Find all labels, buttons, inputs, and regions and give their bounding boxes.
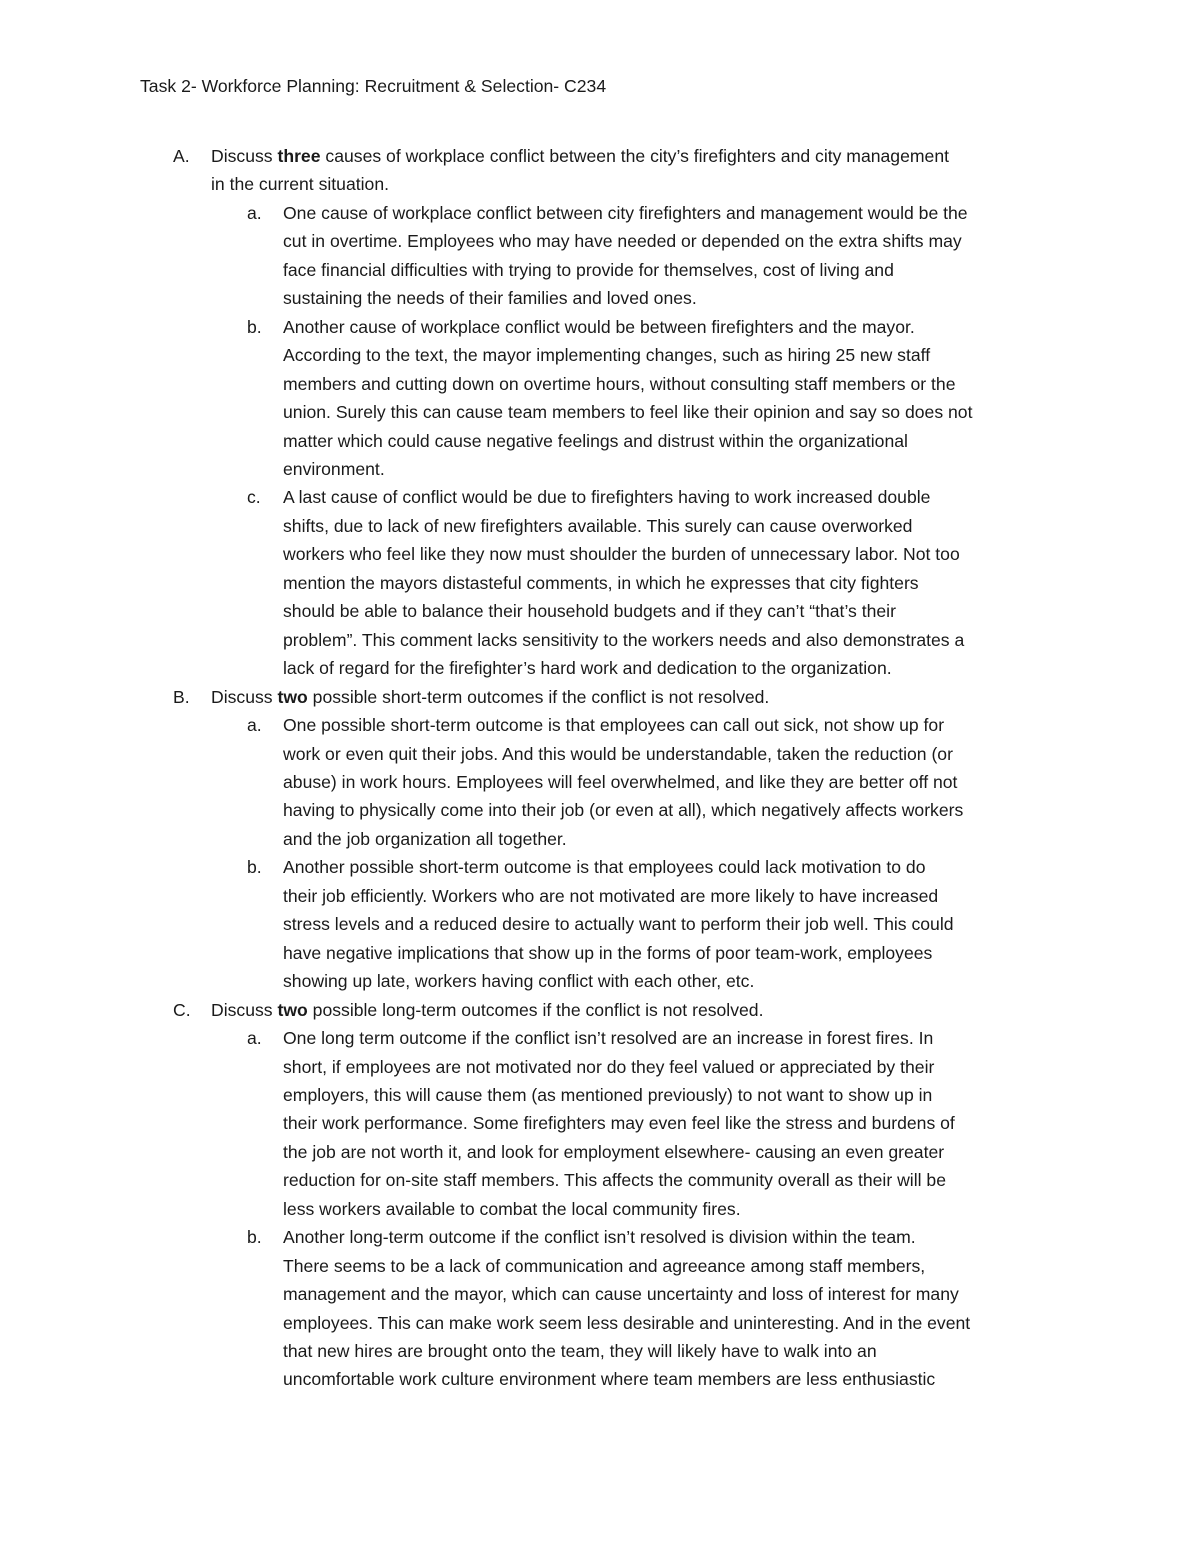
answer-line: less workers available to combat the local community fires. (283, 1198, 741, 1219)
answer-item (0, 483, 1200, 682)
answer-line: problem”. This comment lacks sensitivity to the workers needs and also demonstrates a (283, 629, 965, 650)
question-emphasis: three (277, 146, 321, 166)
answer-line: cut in overtime. Employees who may have needed or depended on the extra shifts may (283, 231, 962, 252)
question-line (211, 170, 1071, 198)
section-question (211, 142, 1071, 199)
answer-line: the job are not worth it, and look for employment elsewhere- causing an even greater (283, 1141, 945, 1162)
answer-line: lack of regard for the firefighter’s hard work and dedication to the organization. (283, 658, 892, 679)
page-title: Task 2- Workforce Planning: Recruitment & Selection- C234 (140, 76, 607, 96)
question-lead: Discuss (211, 999, 278, 1020)
answer-text (283, 313, 1063, 484)
answer-line: Another possible short-term outcome is that employees could lack motivation to do (283, 857, 926, 878)
answer-line: A last cause of conflict would be due to firefighters having to work increased double (283, 487, 931, 508)
section-question (211, 996, 1071, 1024)
answer-line: One possible short-term outcome is that employees can call out sick, not show up for (283, 715, 945, 736)
document-body (0, 142, 1200, 1394)
answer-text (283, 1223, 1063, 1394)
section-marker: C. (173, 999, 191, 1020)
answer-text (283, 1024, 1063, 1223)
answer-line: stress levels and a reduced desire to actually want to perform their job well. This could (283, 914, 954, 935)
answer-line: face financial difficulties with trying to provide for themselves, cost of living and (283, 259, 894, 280)
section-c (0, 996, 1200, 1394)
answer-text (283, 483, 1063, 682)
question-emphasis: two (277, 686, 308, 707)
question-emphasis: two (277, 999, 308, 1020)
answer-line: reduction for on-site staff members. This affects the community overall as their will be (283, 1170, 946, 1191)
answer-line: uncomfortable work culture environment where team members are less enthusiastic (283, 1369, 936, 1390)
answer-marker: a. (247, 1028, 262, 1049)
answer-item (0, 1223, 1200, 1394)
answer-marker: c. (247, 487, 261, 508)
answer-item (0, 1024, 1200, 1223)
answer-line: members and cutting down on overtime hours, without consulting staff members or the (283, 373, 956, 394)
answer-line: One cause of workplace conflict between city firefighters and management would be the (283, 202, 968, 223)
answer-line: management and the mayor, which can cause uncertainty and loss of interest for many (283, 1284, 959, 1305)
answer-line: have negative implications that show up in the forms of poor team-work, employees (283, 942, 933, 963)
answer-line: employers, this will cause them (as mentioned previously) to not want to show up in (283, 1084, 933, 1105)
answer-line: employees. This can make work seem less desirable and uninteresting. And in the event (283, 1312, 971, 1333)
answer-line: work or even quit their jobs. And this would be understandable, taken the reduction (or (283, 743, 953, 764)
answer-marker: a. (247, 715, 262, 736)
answer-marker: b. (247, 316, 262, 337)
section-marker: B. (173, 686, 190, 707)
answer-line: sustaining the needs of their families and loved ones. (283, 288, 697, 309)
section-question (211, 683, 1071, 711)
answer-text (283, 199, 1063, 313)
answer-line: short, if employees are not motivated nor do they feel valued or appreciated by their (283, 1056, 935, 1077)
question-text: possible long-term outcomes if the conflict is not resolved. (307, 999, 764, 1020)
answer-line: their work performance. Some firefighters may even feel like the stress and burdens of (283, 1113, 955, 1134)
answer-line: There seems to be a lack of communication and agreeance among staff members, (283, 1255, 926, 1276)
answer-line: Another cause of workplace conflict would be between firefighters and the mayor. (283, 316, 915, 337)
section-marker: A. (173, 146, 190, 166)
answer-line: environment. (283, 458, 385, 479)
section-b (0, 683, 1200, 996)
question-lead: Discuss (211, 146, 278, 166)
answer-item (0, 853, 1200, 995)
answer-line: abuse) in work hours. Employees will feel overwhelmed, and like they are better off not (283, 771, 958, 792)
answer-line: their job efficiently. Workers who are not motivated are more likely to have increased (283, 885, 939, 906)
answer-item (0, 199, 1200, 313)
answer-line: showing up late, workers having conflict with each other, etc. (283, 971, 755, 992)
answer-line: One long term outcome if the conflict isn’t resolved are an increase in forest fires. In (283, 1028, 934, 1049)
answer-line: should be able to balance their household budgets and if they can’t “that’s their (283, 601, 896, 622)
answer-line: and the job organization all together. (283, 828, 567, 849)
question-lead: Discuss (211, 686, 278, 707)
answer-line: having to physically come into their job (or even at all), which negatively affects workers (283, 800, 964, 821)
question-line (211, 996, 1071, 1024)
question-text: in the current situation. (211, 174, 389, 195)
answer-line: mention the mayors distasteful comments, in which he expresses that city fighters (283, 572, 919, 593)
answer-text (283, 711, 1063, 853)
question-text: possible short-term outcomes if the conflict is not resolved. (307, 686, 770, 707)
answer-item (0, 313, 1200, 484)
answer-line: matter which could cause negative feelings and distrust within the organizational (283, 430, 908, 451)
answer-text (283, 853, 1063, 995)
answer-line: Another long-term outcome if the conflict isn’t resolved is division within the team. (283, 1227, 916, 1248)
answer-marker: b. (247, 857, 262, 878)
question-line (211, 683, 1071, 711)
answer-marker: a. (247, 202, 262, 223)
answer-line: union. Surely this can cause team members to feel like their opinion and say so does not (283, 402, 973, 423)
question-line (211, 142, 1071, 170)
answer-line: shifts, due to lack of new firefighters available. This surely can cause overworked (283, 515, 913, 536)
question-text: causes of workplace conflict between the city’s firefighters and city management (320, 146, 949, 166)
answer-item (0, 711, 1200, 853)
answer-line: that new hires are brought onto the team, they will likely have to walk into an (283, 1341, 877, 1362)
answer-line: workers who feel like they now must shoulder the burden of unnecessary labor. Not too (283, 544, 960, 565)
answer-marker: b. (247, 1227, 262, 1248)
answer-line: According to the text, the mayor implementing changes, such as hiring 25 new staff (283, 345, 931, 366)
section-a (0, 142, 1200, 683)
